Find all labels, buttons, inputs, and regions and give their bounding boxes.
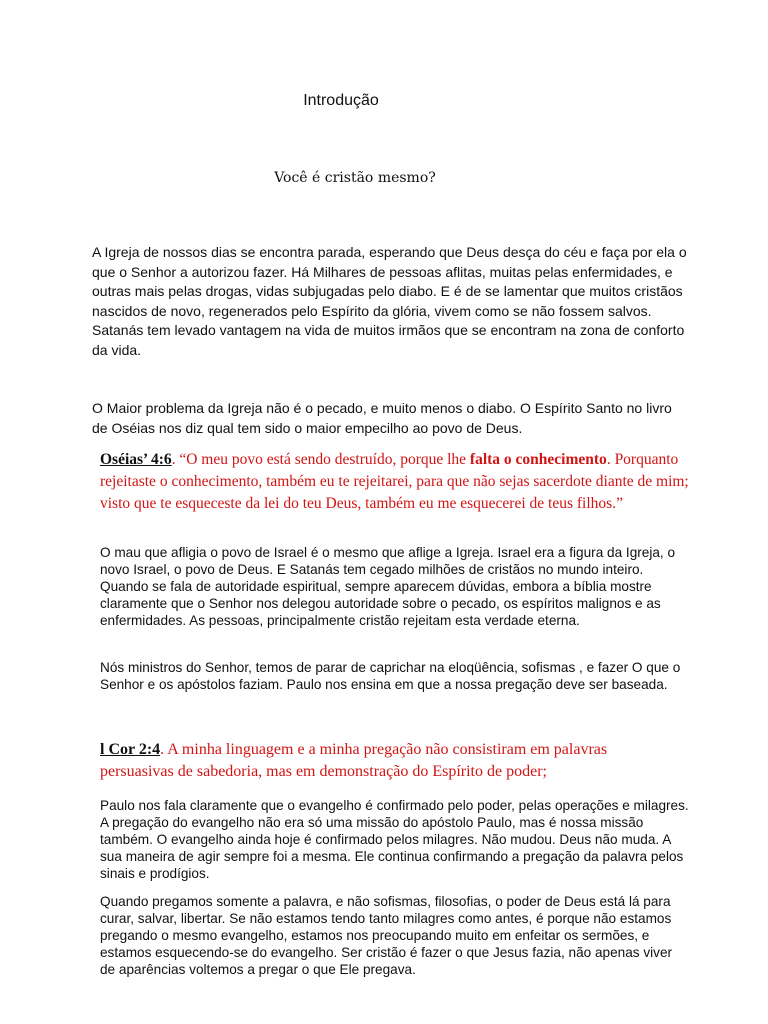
- page-title: Introdução: [303, 92, 379, 109]
- paragraph-israel: O mau que afligia o povo de Israel é o mesmo que aflige a Igreja. Israel era a figura da Igreja, o novo Israel, o povo de Deus. E Satanás tem cegado milhões de cristãos no mundo inteiro. Quando se fala de autoridade espiritual, sempre aparecem dúvidas, embora a bíblia mostre claramente que o Senhor nos delegou autoridade sobre o pecado, os espíritos malignos e as enfermidades. As pessoas, principalmente cristão rejeitam esta verdade eterna.: [100, 545, 676, 628]
- verse-reference: l Cor 2:4: [100, 741, 161, 758]
- verse-text-b: . Porquanto rejeitaste o conhecimento, também eu te rejeitarei, para que não sejas sacerdote diante de mim; visto que te esqueceste da lei do teu Deus, também eu me esquecerei de teus filhos.”: [100, 451, 689, 512]
- verse-text-a: . “O meu povo está sendo destruído, porque lhe: [171, 451, 470, 468]
- paragraph-intro: A Igreja de nossos dias se encontra parada, esperando que Deus desça do céu e faça por ela o que o Senhor a autorizou fazer. Há Milhares de pessoas aflitas, muitas pelas enfermidades, e outras mais pelas drogas, vidas subjugadas pelo diabo. E é de se lamentar que muitos cristãos nascidos de novo, regenerados pelo Espírito da glória, vivem como se não fossem salvos. Satanás tem levado vantagem na vida de muitos irmãos que se encontram na zona de conforto da vida.: [92, 244, 687, 358]
- verse-emphasis: falta o conhecimento: [469, 451, 607, 468]
- verse-reference: Oséias’ 4:6: [100, 451, 172, 468]
- paragraph-ministros: Nós ministros do Senhor, temos de parar de caprichar na eloqüência, sofismas , e fazer O que o Senhor e os apóstolos faziam. Paulo nos ensina em que a nossa pregação deve ser baseada.: [100, 660, 681, 692]
- verse-oseias: [100, 449, 700, 515]
- paragraph-pregamos: Quando pregamos somente a palavra, e não sofismas, filosofias, o poder de Deus está lá para curar, salvar, libertar. Se não estamos tendo tanto milagres como antes, é porque não estamos pregando o mesmo evangelho, estamos nos preocupando muito em enfeitar os sermões, e estamos esquecendo-se do evangelho. Ser cristão é fazer o que Jesus fazia, não apenas viver de aparências voltemos a pregar o que Ele pregava.: [100, 894, 673, 977]
- paragraph-paulo: Paulo nos fala claramente que o evangelho é confirmado pelo poder, pelas operações e milagres. A pregação do evangelho não era só uma missão do apóstolo Paulo, mas é nossa missão também. O evangelho ainda hoje é confirmado pelos milagres. Não mudou. Deus não muda. A sua maneira de agir sempre foi a mesma. Ele continua confirmando a pregação da palavra pelos sinais e prodígios.: [100, 798, 689, 881]
- verse-text: . A minha linguagem e a minha pregação não consistiram em palavras persuasivas de sabedoria, mas em demonstração do Espírito de poder;: [100, 741, 608, 780]
- verse-corintios: [100, 739, 670, 783]
- paragraph-problem: O Maior problema da Igreja não é o pecado, e muito menos o diabo. O Espírito Santo no livro de Oséias nos diz qual tem sido o maior empecilho ao povo de Deus.: [92, 400, 672, 436]
- page-subtitle: Você é cristão mesmo?: [274, 170, 436, 186]
